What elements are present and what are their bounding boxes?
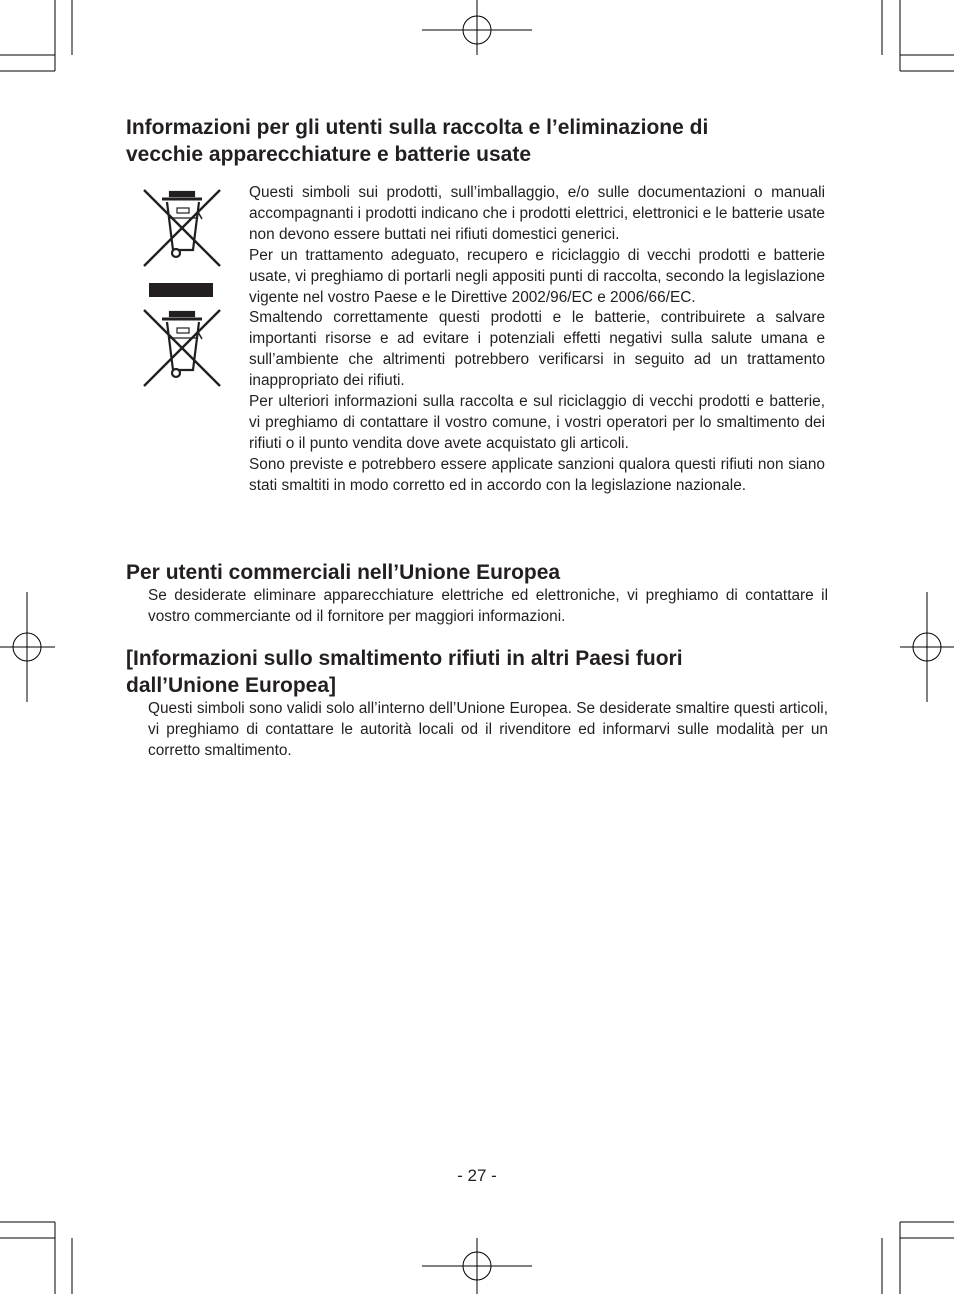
paragraph-outside-eu: Questi simboli sono validi solo all’interno dell’Unione Europea. Se desiderate smaltire questi articoli, vi preghiamo di contattare le autorità locali od il rivenditore ed informarvi sulle modalità per un corretto smaltimento. (148, 700, 828, 759)
section1-body (249, 183, 825, 497)
title-line-2: vecchie apparecchiature e batterie usate (126, 143, 532, 166)
section3-body (148, 699, 828, 762)
section-title-disposal-info (126, 114, 708, 168)
paragraph-benefits: Smaltendo correttamente questi prodotti e le batterie, contribuirete a salvare importanti risorse e ad evitare i potenziali effetti negativi sulla salute umana e sull’ambiente che altrimenti potrebbero verificarsi in seguito ad un trattamento inappropriato dei rifiuti. (249, 309, 825, 390)
crossed-bin-icon (144, 190, 220, 266)
page-number: - 27 - (457, 1166, 497, 1185)
section2-body (148, 586, 828, 628)
paragraph-treatment: Per un trattamento adeguato, recupero e riciclaggio di vecchi prodotti e batterie usate, vi preghiamo di portarli negli appositi punti di raccolta, secondo la legislazione vigente nel vostro Paese e le Direttive 2002/96/EC e 2006/66/EC. (249, 246, 825, 306)
paragraph-contacts: Per ulteriori informazioni sulla raccolta e sul riciclaggio di vecchi prodotti e batterie, vi preghiamo di contattare il vostro comune, i vostri operatori per lo smaltimento dei rifiuti o il punto vendita dove avete acquistato gli articoli. (249, 393, 825, 452)
section-title-outside-eu (126, 645, 683, 699)
paragraph-symbols: Questi simboli sui prodotti, sull’imballaggio, e/o sulle documentazioni o manuali accompagnanti i prodotti indicano che i prodotti elettrici, elettronici e le batterie usate non devono essere buttati nei rifiuti domestici generici. (249, 184, 825, 243)
section-title-commercial-users: Per utenti commerciali nell’Unione Europea (126, 561, 561, 584)
paragraph-commercial: Se desiderate eliminare apparecchiature elettriche ed elettroniche, vi preghiamo di contattare il vostro commerciante od il fornitore per maggiori informazioni. (148, 587, 828, 625)
title-line-1: Informazioni per gli utenti sulla raccolta e l’eliminazione di (126, 116, 709, 139)
title-line-2: dall’Unione Europea] (126, 674, 337, 697)
paragraph-sanctions: Sono previste e potrebbero essere applicate sanzioni qualora questi rifiuti non siano stati smaltiti in modo corretto ed in accordo con la legislazione nazionale. (249, 455, 825, 494)
black-bar (149, 283, 213, 297)
weee-symbols (140, 184, 230, 394)
title-line-1: [Informazioni sullo smaltimento rifiuti in altri Paesi fuori (126, 647, 683, 670)
crossed-bin-with-bar-icon (144, 310, 220, 386)
